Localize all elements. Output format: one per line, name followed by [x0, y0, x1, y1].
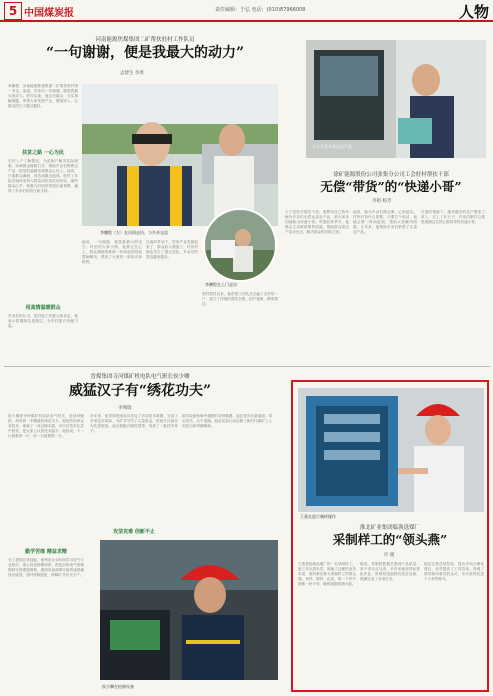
- story2-headline: 无偿“带货”的“快递小哥”: [320, 179, 462, 194]
- story1-text-b: 走村入户了解情况，为贫困户解决实际困难，协调资金修路打井，帮助乡亲们销售农产品，把党的温暖送到群众心坎上。他说，只要群众满意，再苦再累也值得。驻村工作队员始终坚持与群众同吃同住同劳动，倾听群众心声，积极为村里的发展出谋划策，赢得了乡亲们的信任和支持。: [8, 159, 78, 193]
- story3-photo-image: [100, 540, 278, 680]
- story4-kicker: 淮北矿业集团临涣选煤厂: [359, 525, 421, 531]
- story1-subhead-1: 扶贫之路 一心为民: [22, 150, 64, 156]
- issue-info: 责任编辑：于弘 电话：(010)87966008: [215, 7, 306, 13]
- story4-photo-image: [298, 388, 484, 512]
- page-number: 5: [4, 2, 22, 20]
- story3-photo: [100, 540, 278, 680]
- story2-photo-caption: 王宁为老乡装运农产品: [312, 144, 352, 149]
- story2-byline: 李娟 杨芳: [372, 199, 392, 204]
- story1-text-f: 驻村帮扶以来，他带领工作队员走遍了全村每一户，建立了详细的帮扶台账，因户施策，精准帮扶。: [202, 292, 278, 306]
- story3-kicker: 晋煤集团寺河煤矿机电队电气班长侯少卿: [90, 374, 190, 380]
- story1-photo: [82, 84, 278, 226]
- story2-photo-image: [306, 40, 486, 158]
- story1-text-d: 他说，一句谢谢，便是我最大的动力。村里的大事小情，他都记在心上，群众遇到困难第一时间赶到现场帮助解决，得到了大家的一致好评和称赞。: [82, 240, 142, 264]
- story3-text-b: 为了提高业务技能，他利用业余时间学习电气专业知识，虚心向老师傅请教，把复杂的电气原理图研究得透透彻彻，遇到设备故障总能快速准确找出原因，及时排除隐患，保障矿井安全生产。: [8, 558, 84, 577]
- story2-kicker: 徐矿能源股份公司张集分公司工会驻村帮扶干部: [333, 172, 449, 178]
- story2-text-c: 在他的帮助下，越来越多的农户增加了收入，过上了好日子，乡亲们都打心眼里感谢这位热心肠的带货快递小哥。: [421, 210, 485, 224]
- story1-inset-image: [205, 210, 275, 280]
- story1-inset-caption: 李鹏程在上门走访: [205, 282, 237, 287]
- story3-text-d: 面对设备检修中遇到的各种难题，他总是冲在最前面，带头攻关，从不退缩。他用实际行动诠释了新时代煤矿工人的担当和奉献精神。: [182, 414, 272, 428]
- story4-text-a: 王燕是临涣选煤厂的一名采制样工，她工作认真负责，练就了过硬的业务本领，被同事们称为采制样工的领头燕。采样、制样、化验，每一个环节她都一丝不苟，确保数据准确可靠。: [298, 562, 356, 586]
- section-title: 人物: [458, 3, 489, 21]
- story1-text-a: 李鹏程，河南能源焦煤集团二矿帮扶驻村第一书记。他说，乡亲们一句谢谢，就是我最大的动力。驻村以来，他走访群众，办实事解难题，带领大家发展产业，增加收入，让群众的日子越过越好。: [8, 84, 78, 108]
- story1-headline: “一句谢谢，便是我最大的动力”: [45, 45, 245, 61]
- story1-inset-photo: [203, 208, 277, 282]
- story4-photo-caption: 王燕在进行制样操作: [300, 514, 336, 519]
- story3-subhead-1: 勤学苦练 精益求精: [25, 549, 67, 555]
- story4-photo: [298, 388, 484, 512]
- story1-byline: 孟建生 李勇: [120, 71, 144, 76]
- story4-byline: 许 媛: [384, 553, 395, 558]
- paper-name: 中国煤炭报: [24, 8, 74, 19]
- story2-text-b: 他说，能为乡亲们做点事，心里踏实。村民们有什么需要，只要打个电话，他就会第一时间赶到，帮助大家解决困难。几年来，他帮助乡亲们销售了大量农产品。: [353, 210, 417, 234]
- story1-text-c: 乡亲们的认可，是对他工作最大的肯定，他表示将继续扎根基层，为乡村振兴贡献力量。: [8, 314, 78, 328]
- story1-photo-caption: 李鹏程（左）在田间走访，与乡亲交谈: [100, 230, 168, 235]
- story3-subhead-2: 攻坚克难 创新不止: [113, 529, 155, 535]
- story1-text-e: 在他的带动下，村里产业发展起来了，群众收入增加了，村容村貌也发生了很大变化，乡亲们的笑容越来越多。: [146, 240, 198, 259]
- story3-photo-caption: 侯少卿在检修设备: [102, 684, 134, 689]
- story3-headline: 威猛汉子有“绣花功夫”: [68, 383, 212, 399]
- story4-text-b: 她说，采制样数据关系到产品质量，来不得半点马虎。多年来她坚持标准化作业，带领班组姐妹们攻坚克难，圆满完成了各项任务。: [360, 562, 420, 581]
- story3-text-c: 多年来，他带领班组成员攻克了多项技术难题，完成了多项技术革新，为矿井节约了大量资金，班组多次被评为先进班组。他还积极开展传帮带，培养了一批技术骨干。: [90, 414, 178, 433]
- story2-text-a: 王宁是驻村帮扶干部，他利用自己的车辆为乡亲们无偿运送农产品，被大家亲切地称为快递小哥。每逢收获季节，他都会主动联系销售渠道，帮助群众把农产品卖出去，解决群众的后顾之忧。: [285, 210, 349, 234]
- story3-text-a: 侯少卿是寺河煤矿机电队电气班长，他身材魁梧，却有着一手精湛的绣花功夫。他刻苦钻研业务技术，练就了一身过硬本领，多次在技术比武中获奖，是大家公认的技术能手。他常说，干一行就要爱一行，钻一行就要精一行。: [8, 414, 84, 438]
- story3-byline: 李翔瑞: [118, 406, 132, 411]
- story-divider: [4, 366, 490, 367]
- story4-headline: 采制样工的“领头燕”: [332, 532, 448, 547]
- story1-photo-image: [82, 84, 278, 226]
- story2-photo: [306, 40, 486, 158]
- story1-kicker: 河南能源焦煤集团二矿帮扶驻村工作队员: [95, 37, 195, 43]
- story4-text-c: 她还注重总结经验，提出多项合理化建议，有效提高了工作效率，得到了领导和同事们的认可，多次获得先进个人荣誉称号。: [424, 562, 484, 581]
- story1-subhead-2: 用真情温暖群众: [25, 305, 61, 311]
